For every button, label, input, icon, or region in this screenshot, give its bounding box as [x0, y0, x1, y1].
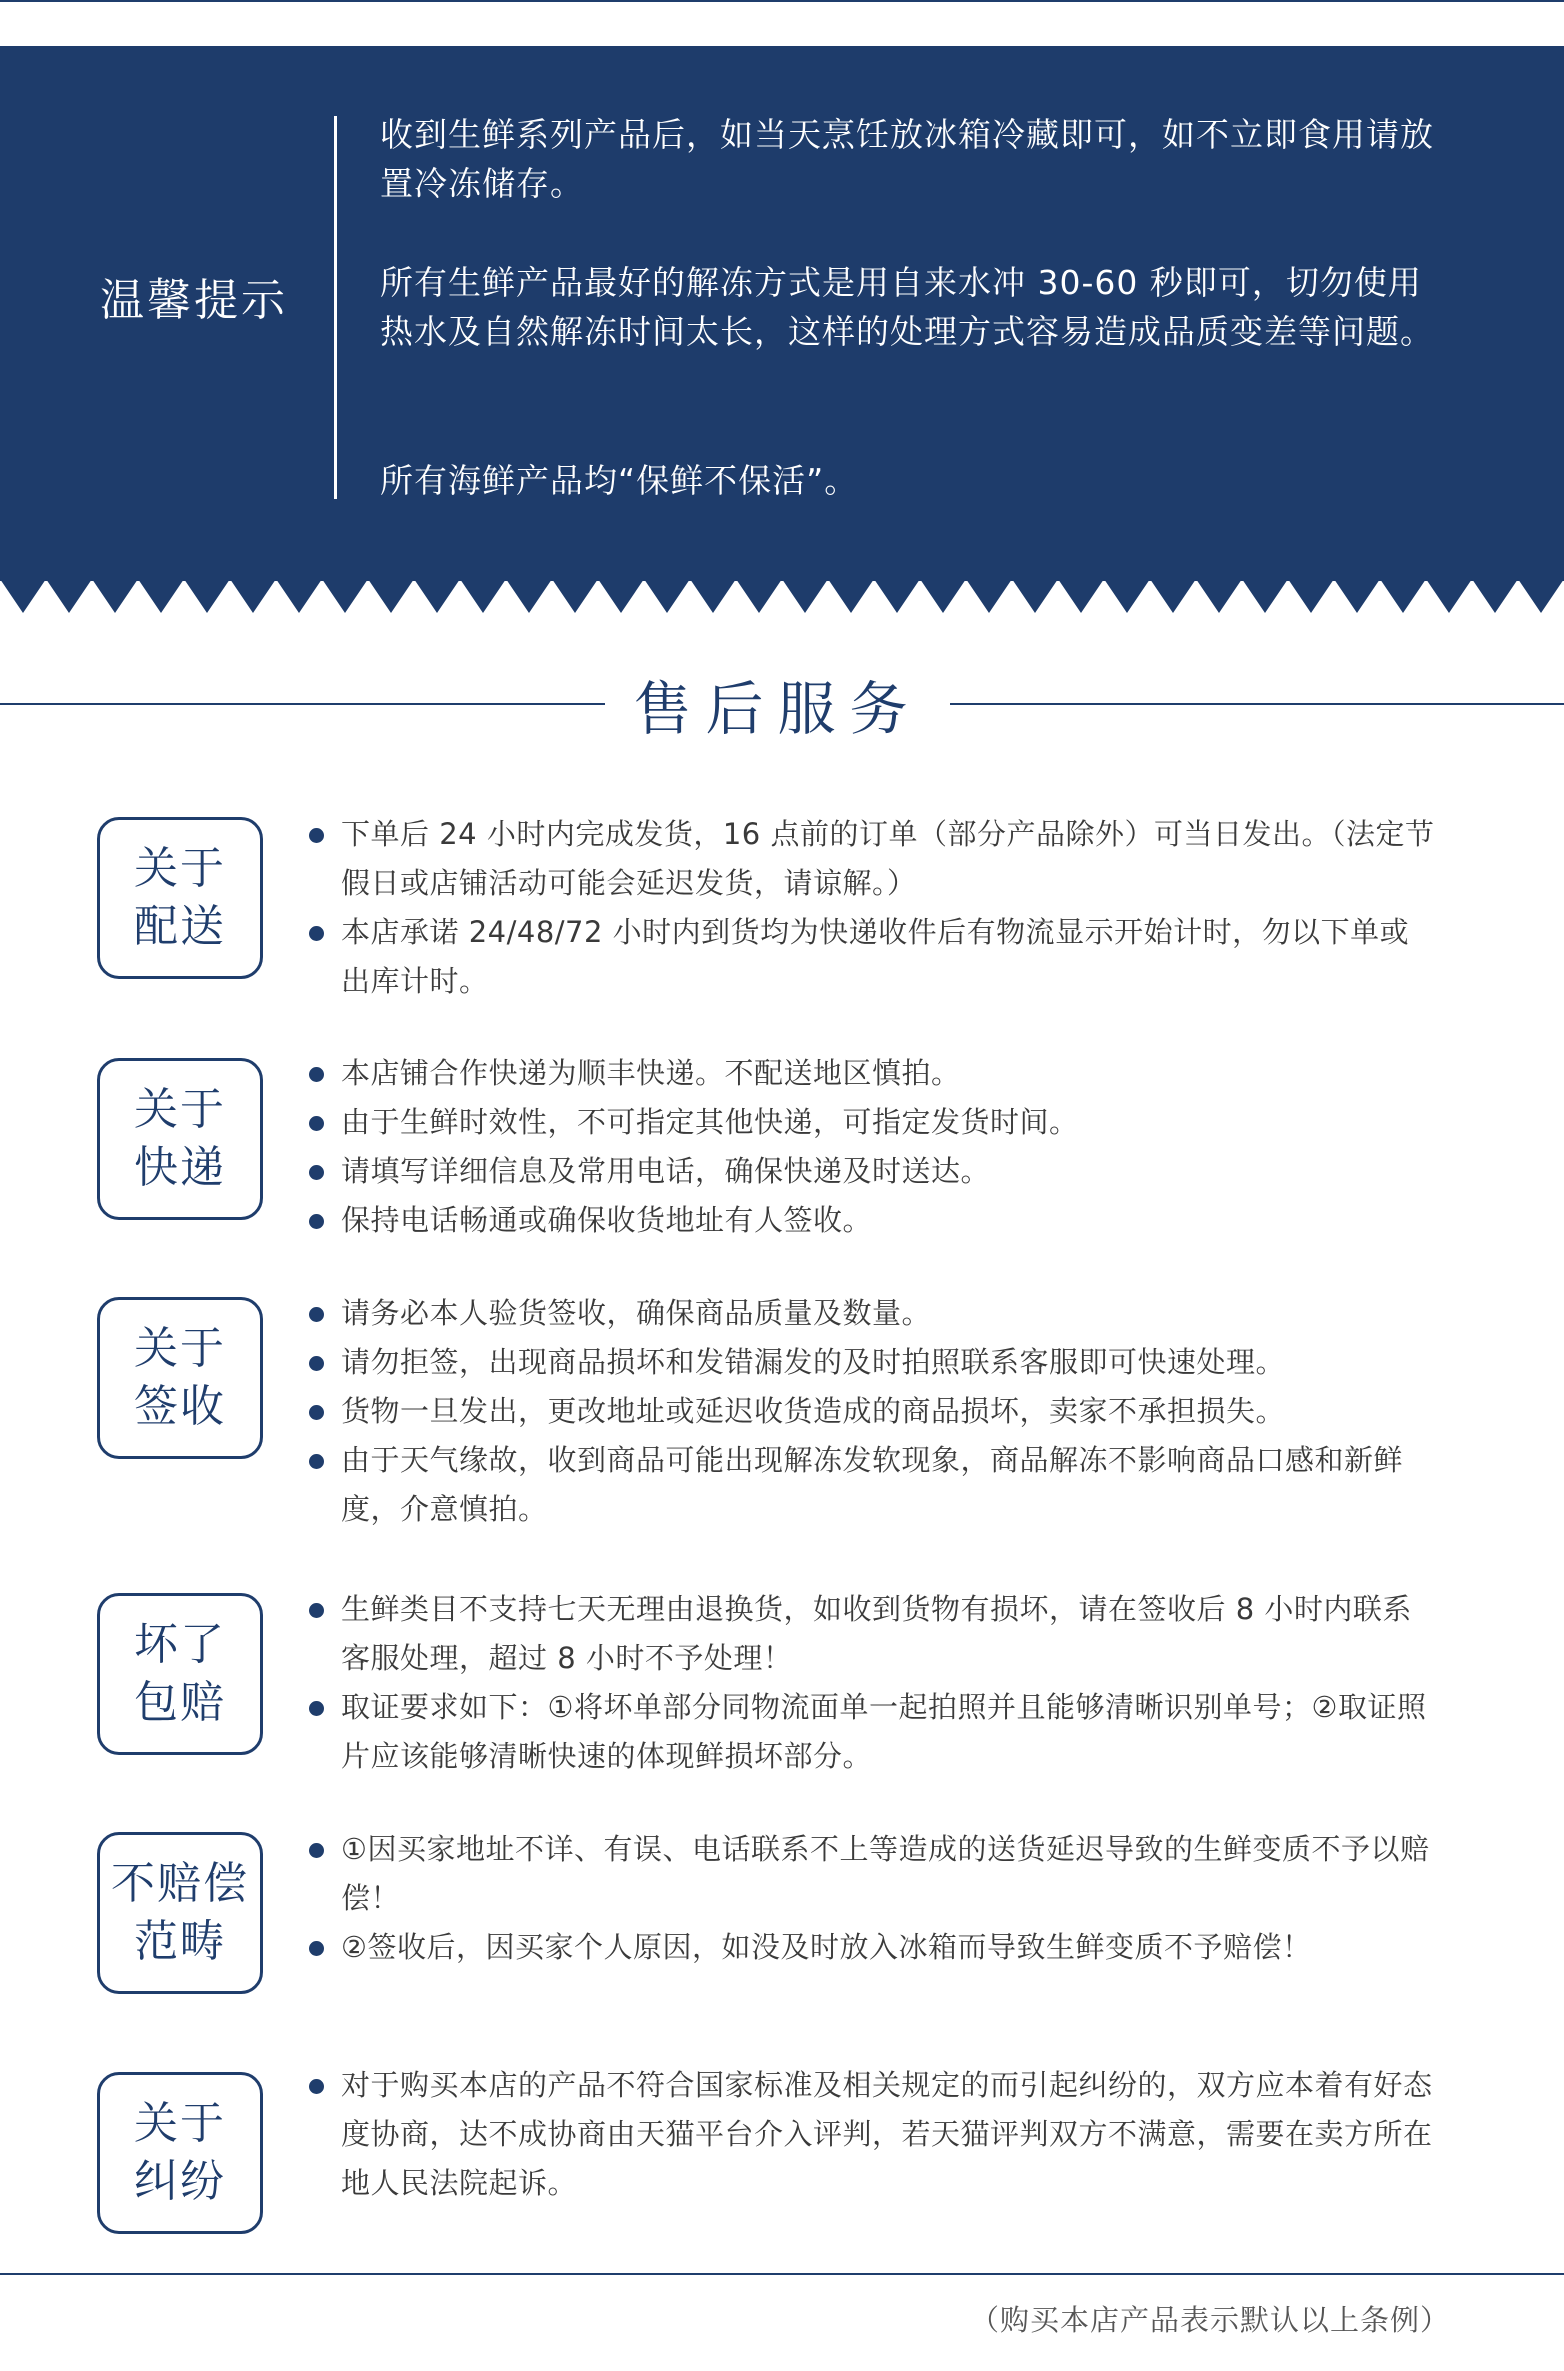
- list-item: 生鲜类目不支持七天无理由退换货，如收到货物有损坏，请在签收后 8 小时内联系客服处理，超过 8 小时不予处理！: [305, 1585, 1435, 1683]
- top-rule: [0, 0, 1564, 2]
- badge-line: 包赔: [134, 1677, 226, 1728]
- section-title: 售后服务: [633, 675, 922, 743]
- badge-line: 范畴: [134, 1916, 226, 1967]
- footer-note: （购买本店产品表示默认以上条例）: [969, 2303, 1450, 2337]
- delivery-list: [305, 810, 1435, 1006]
- badge-line: 配送: [134, 901, 226, 952]
- section-rule-right: [950, 703, 1564, 705]
- badge-line: 快递: [134, 1142, 226, 1193]
- courier-list: [305, 1049, 1435, 1245]
- list-item: 本店铺合作快递为顺丰快递。不配送地区慎拍。: [305, 1049, 1435, 1098]
- zigzag-edge: [0, 579, 1564, 613]
- list-item: 本店承诺 24/48/72 小时内到货均为快递收件后有物流显示开始计时，勿以下单或出库计时。: [305, 908, 1435, 1006]
- badge-no-compensation: [97, 1832, 263, 1994]
- footer-rule: [0, 2273, 1564, 2275]
- list-item: 对于购买本店的产品不符合国家标准及相关规定的而引起纠纷的，双方应本着有好态度协商，达不成协商由天猫平台介入评判，若天猫评判双方不满意，需要在卖方所在地人民法院起诉。: [305, 2061, 1435, 2208]
- list-item: ①因买家地址不详、有误、电话联系不上等造成的送货延迟导致的生鲜变质不予以赔偿！: [305, 1825, 1435, 1923]
- tips-divider: [334, 116, 337, 499]
- damage-list: [305, 1585, 1435, 1781]
- list-item: 取证要求如下：①将坏单部分同物流面单一起拍照并且能够清晰识别单号；②取证照片应该能够清晰快速的体现鲜损坏部分。: [305, 1683, 1435, 1781]
- signing-list: [305, 1289, 1435, 1534]
- tip-paragraph: 收到生鲜系列产品后，如当天烹饪放冰箱冷藏即可，如不立即食用请放置冷冻储存。: [380, 115, 1434, 203]
- badge-line: 签收: [134, 1381, 226, 1432]
- list-item: 下单后 24 小时内完成发货，16 点前的订单（部分产品除外）可当日发出。（法定节假日或店铺活动可能会延迟发货，请谅解。）: [305, 810, 1435, 908]
- list-item: 由于天气缘故，收到商品可能出现解冻发软现象，商品解冻不影响商品口感和新鲜度，介意慎拍。: [305, 1436, 1435, 1534]
- badge-delivery: [97, 817, 263, 979]
- badge-line: 关于: [134, 2098, 226, 2149]
- badge-line: 关于: [134, 1084, 226, 1135]
- badge-damage-compensation: [97, 1593, 263, 1755]
- list-item: ②签收后，因买家个人原因，如没及时放入冰箱而导致生鲜变质不予赔偿！: [305, 1923, 1435, 1972]
- tip-paragraph: 所有海鲜产品均“保鲜不保活”。: [380, 461, 859, 500]
- tips-title: 温馨提示: [100, 275, 288, 326]
- badge-line: 纠纷: [134, 2156, 226, 2207]
- disputes-list: [305, 2061, 1435, 2208]
- badge-line: 关于: [134, 1323, 226, 1374]
- list-item: 货物一旦发出，更改地址或延迟收货造成的商品损坏，卖家不承担损失。: [305, 1387, 1435, 1436]
- badge-signing: [97, 1297, 263, 1459]
- list-item: 请勿拒签，出现商品损坏和发错漏发的及时拍照联系客服即可快速处理。: [305, 1338, 1435, 1387]
- list-item: 请务必本人验货签收，确保商品质量及数量。: [305, 1289, 1435, 1338]
- badge-courier: [97, 1058, 263, 1220]
- badge-disputes: [97, 2072, 263, 2234]
- list-item: 请填写详细信息及常用电话，确保快递及时送达。: [305, 1147, 1435, 1196]
- section-rule-left: [0, 703, 605, 705]
- tip-paragraph: 所有生鲜产品最好的解冻方式是用自来水冲 30-60 秒即可，切勿使用热水及自然解冻时间太长，这样的处理方式容易造成品质变差等问题。: [380, 263, 1434, 351]
- list-item: 由于生鲜时效性，不可指定其他快递，可指定发货时间。: [305, 1098, 1435, 1147]
- no-compensation-list: [305, 1825, 1435, 1972]
- badge-line: 不赔偿: [111, 1858, 249, 1909]
- badge-line: 关于: [134, 843, 226, 894]
- list-item: 保持电话畅通或确保收货地址有人签收。: [305, 1196, 1435, 1245]
- badge-line: 坏了: [134, 1619, 226, 1670]
